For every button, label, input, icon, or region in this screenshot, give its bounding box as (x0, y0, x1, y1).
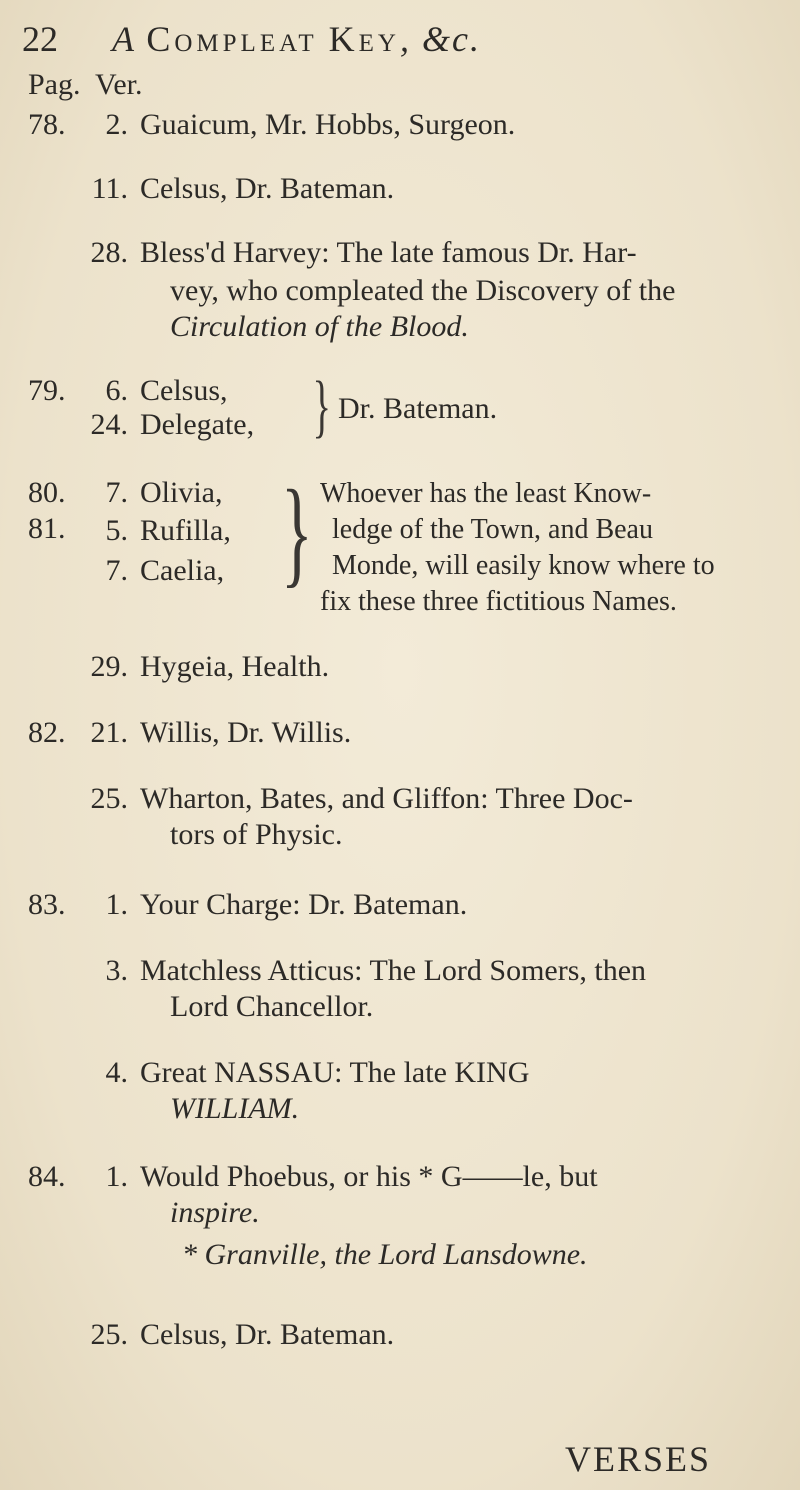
page-ref: 80. (28, 476, 66, 509)
entry-text: Celsus, Dr. Bateman. (140, 172, 395, 205)
verse-ref: 25. (90, 1318, 128, 1351)
entry-text: Hygeia, Health. (140, 650, 330, 683)
entry-continuation: tors of Physic. (170, 818, 343, 851)
entry-continuation: Circulation of the Blood. (170, 310, 469, 343)
verse-ref: 2. (105, 108, 128, 141)
entry-name: Olivia, (140, 476, 223, 509)
verse-ref: 7. (105, 476, 128, 509)
page-ref: 82. (28, 716, 66, 749)
page-ref: 83. (28, 888, 66, 921)
verse-ref: 24. (90, 408, 128, 441)
entry-text: Great NASSAU: The late KING (140, 1056, 530, 1089)
entry-continuation: inspire. (170, 1196, 260, 1229)
verse-ref: 25. (90, 782, 128, 815)
verse-ref: 11. (91, 172, 128, 205)
entry-text: Your Charge: Dr. Bateman. (140, 888, 468, 921)
brace-target: Dr. Bateman. (338, 392, 498, 425)
entry-text: Matchless Atticus: The Lord Somers, then (140, 954, 647, 987)
catchword: VERSES (565, 1439, 712, 1479)
verse-ref: 5. (105, 514, 128, 547)
entry-continuation: WILLIAM. (170, 1092, 300, 1125)
entry-text: Bless'd Harvey: The late famous Dr. Har- (140, 236, 637, 269)
entry-continuation: vey, who compleated the Discovery of the (170, 274, 676, 307)
verse-ref: 21. (90, 716, 128, 749)
brace-target: Whoever has the least Know- (320, 478, 652, 509)
entry-text: Wharton, Bates, and Gliffon: Three Doc- (140, 782, 633, 815)
entry-text: Willis, Dr. Willis. (140, 716, 352, 749)
running-header (22, 8, 770, 68)
brace-icon: } (312, 368, 332, 445)
verse-ref: 3. (105, 954, 128, 987)
running-title: A Compleat Key, &c. (112, 19, 481, 59)
column-head-ver: Ver. (95, 68, 143, 101)
verse-ref: 7. (105, 554, 128, 587)
verse-ref: 1. (105, 888, 128, 921)
verse-ref: 1. (105, 1160, 128, 1193)
page-ref: 78. (28, 108, 66, 141)
verse-ref: 28. (90, 236, 128, 269)
entry-name: Celsus, (140, 374, 228, 407)
page-ref: 79. (28, 374, 66, 407)
entry-text: Would Phoebus, or his * G——le, but (140, 1160, 598, 1193)
entry-text: Celsus, Dr. Bateman. (140, 1318, 395, 1351)
verse-ref: 4. (105, 1056, 128, 1089)
entry-name: Delegate, (140, 408, 255, 441)
verse-ref: 6. (105, 374, 128, 407)
page-ref: 84. (28, 1160, 66, 1193)
entry-name: Rufilla, (140, 514, 231, 547)
page-ref: 81. (28, 512, 66, 545)
brace-icon: } (280, 465, 313, 598)
entry-text: Guaicum, Mr. Hobbs, Surgeon. (140, 108, 516, 141)
verse-ref: 29. (90, 650, 128, 683)
brace-target: ledge of the Town, and Beau (332, 514, 653, 545)
brace-target: Monde, will easily know where to (332, 550, 715, 581)
brace-target: fix these three fictitious Names. (320, 586, 677, 617)
column-head-pag: Pag. (28, 68, 81, 101)
footnote: * Granville, the Lord Lansdowne. (182, 1238, 588, 1271)
page-number: 22 (22, 19, 58, 59)
entry-name: Caelia, (140, 554, 225, 587)
entry-continuation: Lord Chancellor. (170, 990, 374, 1023)
